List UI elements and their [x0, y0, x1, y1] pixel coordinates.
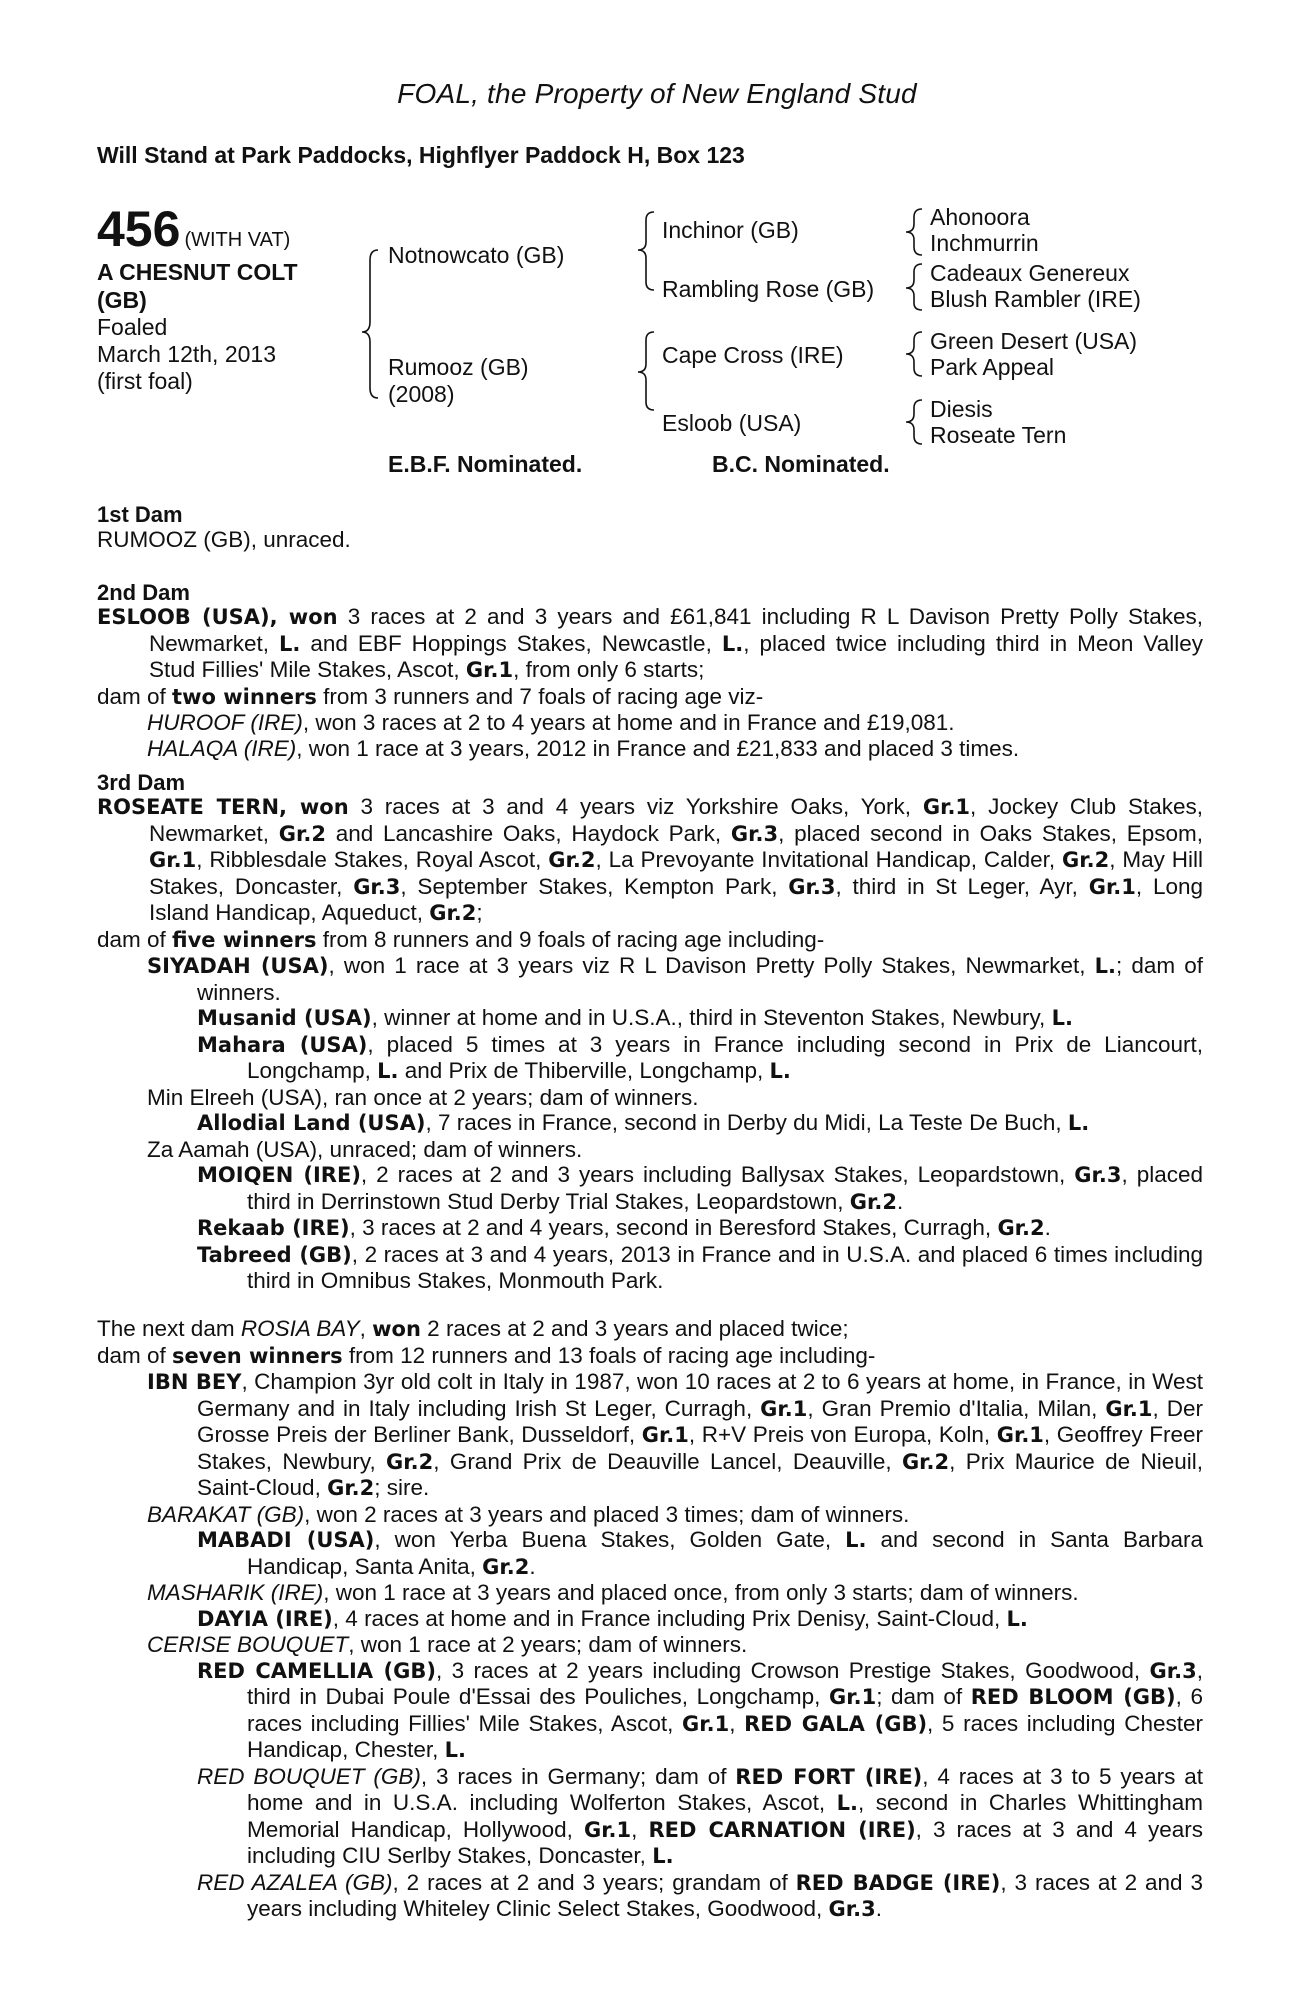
next-dam-foal-ibn-bey: IBN BEY, Champion 3yr old colt in Italy in 1987, won 10 races at 2 to 6 years at home, in France, in West Germany and in Italy including Irish St Leger, Curragh, Gr.1, Gran Premio d'Italia, Milan, Gr.1, Der Grosse Preis der Berliner Bank, Dusseldorf, Gr.1, R+V Preis von Europa, Koln, Gr.1, Geoffrey Freer Stakes, Newbury, Gr.2, Grand Prix de Deauville Lancel, Deauville, Gr.2, Prix Maurice de Nieuil, Saint-Cloud, Gr.2; sire.: [147, 1369, 1203, 1500]
brace-esloob: [906, 400, 922, 444]
third-dam-gf-rekaab: Rekaab (IRE), 3 races at 2 and 4 years, second in Beresford Stakes, Curragh, Gr.2.: [197, 1215, 1051, 1240]
second-dam-text: [97, 604, 1203, 761]
third-dam-foal-min-elreeh: Min Elreeh (USA), ran once at 2 years; dam of winners.: [147, 1084, 699, 1110]
pedigree-dss: Green Desert (USA): [930, 328, 1138, 354]
third-dam-foal-siyadah: SIYADAH (USA), won 1 race at 3 years viz R L Davison Pretty Polly Stakes, Newmarket, L.; dam of winners.: [147, 953, 1203, 1005]
brace-inchinor: [906, 209, 922, 255]
pedigree-sdd: Blush Rambler (IRE): [930, 286, 1141, 312]
next-dam-gf-red-camellia: RED CAMELLIA (GB), 3 races at 2 years including Crowson Prestige Stakes, Goodwood, Gr.3, third in Dubai Poule d'Essai des Pouliches, Longchamp, Gr.1; dam of RED BLOOM (GB), 6 races including Fillies' Mile Stakes, Ascot, Gr.1, RED GALA (GB), 5 races including Chester Handicap, Chester, L.: [197, 1657, 1203, 1762]
bc-nominated: B.C. Nominated.: [712, 451, 890, 477]
third-dam-gf-moiqen: MOIQEN (IRE), 2 races at 2 and 3 years including Ballysax Stakes, Leopardstown, Gr.3, placed third in Derrinstown Stud Derby Trial Stakes, Leopardstown, Gr.2.: [197, 1162, 1204, 1214]
second-dam-record: ESLOOB (USA), won 3 races at 2 and 3 years and £61,841 including R L Davison Pretty Polly Stakes, Newmarket, L. and EBF Hoppings Stakes, Newcastle, L., placed twice including third in Meon Valley Stud Fillies' Mile Stakes, Ascot, Gr.1, from only 6 starts;: [97, 604, 1203, 682]
third-dam-gf-musanid: Musanid (USA), winner at home and in U.S.A., third in Steventon Stakes, Newbury, L.: [197, 1005, 1073, 1030]
next-dam-gf-red-azalea: RED AZALEA (GB), 2 races at 2 and 3 years; grandam of RED BADGE (IRE), 3 races at 2 and 3 years including Whiteley Clinic Select Stakes, Goodwood, Gr.3.: [197, 1869, 1204, 1921]
foaled-label: Foaled: [97, 314, 168, 340]
ebf-nominated: E.B.F. Nominated.: [388, 451, 583, 477]
second-dam-foal-1: HUROOF (IRE), won 3 races at 2 to 4 years at home and in France and £19,081.: [147, 710, 955, 735]
pedigree-sire: Notnowcato (GB): [388, 242, 565, 268]
brace-cape-cross: [906, 332, 922, 376]
third-dam-record: ROSEATE TERN, won 3 races at 3 and 4 years viz Yorkshire Oaks, York, Gr.1, Jockey Club Stakes, Newmarket, Gr.2 and Lancashire Oaks, Haydock Park, Gr.3, placed second in Oaks Stakes, Epsom, Gr.1, Ribblesdale Stakes, Royal Ascot, Gr.2, La Prevoyante Invitational Handicap, Calder, Gr.2, May Hill Stakes, Doncaster, Gr.3, September Stakes, Kempton Park, Gr.3, third in St Leger, Ayr, Gr.1, Long Island Handicap, Aqueduct, Gr.2;: [97, 794, 1204, 925]
page-title: FOAL, the Property of New England Stud: [397, 78, 917, 109]
third-dam-produce: dam of five winners from 8 runners and 9 foals of racing age including-: [97, 926, 825, 952]
first-dam-line: RUMOOZ (GB), unraced.: [97, 527, 351, 552]
pedigree-dam: Rumooz (GB): [388, 354, 529, 380]
next-dam-foal-masharik: MASHARIK (IRE), won 1 race at 3 years and placed once, from only 3 starts; dam of winners.: [147, 1580, 1079, 1605]
next-dam-gf-mabadi: MABADI (USA), won Yerba Buena Stakes, Golden Gate, L. and second in Santa Barbara Handicap, Santa Anita, Gr.2.: [197, 1527, 1203, 1579]
first-dam-heading: 1st Dam: [97, 502, 183, 527]
pedigree-dam-dam: Esloob (USA): [662, 410, 802, 436]
pedigree-sire-dam: Rambling Rose (GB): [662, 276, 875, 302]
third-dam-gf-tabreed: Tabreed (GB), 2 races at 3 and 4 years, 2013 in France and in U.S.A. and placed 6 times including third in Omnibus Stakes, Monmouth Park.: [197, 1241, 1203, 1293]
pedigree-sss: Ahonoora: [930, 204, 1030, 230]
next-dam-gf-red-bouquet: RED BOUQUET (GB), 3 races in Germany; dam of RED FORT (IRE), 4 races at 3 to 5 years at home and in U.S.A. including Wolferton Stakes, Ascot, L., second in Charles Whittingham Memorial Handicap, Hollywood, Gr.1, RED CARNATION (IRE), 3 races at 3 and 4 years including CIU Serlby Stakes, Doncaster, L.: [197, 1763, 1204, 1868]
second-dam-heading: 2nd Dam: [97, 580, 190, 605]
next-dam-foal-cerise-bouquet: CERISE BOUQUET, won 1 race at 2 years; dam of winners.: [147, 1632, 748, 1657]
foaled-date: March 12th, 2013: [97, 341, 277, 367]
brace-sire-parents: [638, 212, 654, 290]
brace-parents: [362, 250, 378, 398]
foaled-note: (first foal): [97, 368, 193, 394]
next-dam-produce: dam of seven winners from 12 runners and 13 foals of racing age including-: [97, 1342, 876, 1368]
next-dam-text: [97, 1316, 1203, 1923]
pedigree-ddd: Roseate Tern: [930, 422, 1067, 448]
lot-desc-line1: A CHESNUT COLT: [97, 259, 298, 285]
first-dam-text: [97, 527, 1203, 553]
pedigree-dam-sire: Cape Cross (IRE): [662, 342, 844, 368]
pedigree-sire-sire: Inchinor (GB): [662, 217, 799, 243]
brace-rambling-rose: [906, 264, 922, 310]
brace-dam-parents: [638, 332, 654, 410]
second-dam-produce: dam of two winners from 3 runners and 7 foals of racing age viz-: [97, 683, 764, 709]
pedigree-dds: Diesis: [930, 396, 993, 422]
pedigree-ssd: Inchmurrin: [930, 230, 1039, 256]
third-dam-heading: 3rd Dam: [97, 770, 186, 795]
stand-location: Will Stand at Park Paddocks, Highflyer Paddock H, Box 123: [97, 142, 745, 168]
pedigree-dam-year: (2008): [388, 381, 455, 407]
second-dam-foal-2: HALAQA (IRE), won 1 race at 3 years, 2012 in France and £21,833 and placed 3 times.: [147, 735, 1020, 761]
pedigree-sds: Cadeaux Genereux: [930, 260, 1130, 286]
next-dam-record: The next dam ROSIA BAY, won 2 races at 2 and 3 years and placed twice;: [97, 1316, 849, 1341]
lot-number: 456: [97, 201, 181, 257]
next-dam-gf-dayia: DAYIA (IRE), 4 races at home and in France including Prix Denisy, Saint-Cloud, L.: [197, 1605, 1028, 1631]
next-dam-foal-barakat: BARAKAT (GB), won 2 races at 3 years and placed 3 times; dam of winners.: [147, 1501, 910, 1527]
third-dam-text: [97, 794, 1203, 1294]
third-dam-gf-mahara: Mahara (USA), placed 5 times at 3 years in France including second in Prix de Liancourt, Longchamp, L. and Prix de Thiberville, Longchamp, L.: [197, 1031, 1203, 1083]
third-dam-foal-za-aamah: Za Aamah (USA), unraced; dam of winners.: [147, 1136, 583, 1162]
third-dam-gf-allodial-land: Allodial Land (USA), 7 races in France, second in Derby du Midi, La Teste De Buch, L.: [197, 1110, 1090, 1135]
pedigree-braces: [0, 0, 1314, 480]
pedigree-dsd: Park Appeal: [930, 354, 1055, 380]
lot-desc-line2: (GB): [97, 287, 147, 313]
vat-note: (WITH VAT): [184, 229, 291, 251]
